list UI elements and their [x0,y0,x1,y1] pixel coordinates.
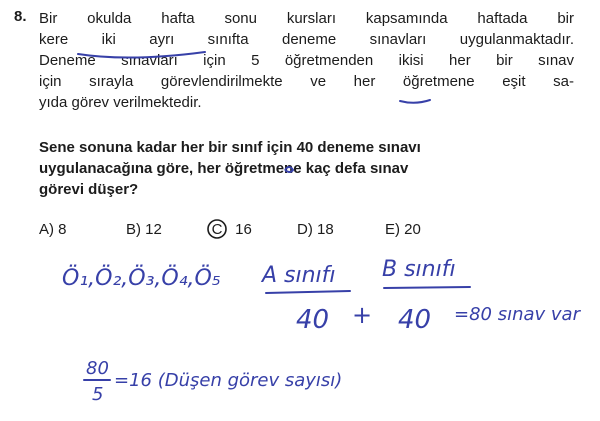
a-class-label: A sınıfı [262,263,336,288]
b-fraction-bar-icon [384,287,470,288]
choice-c-value: 16 [235,221,252,238]
choice-c-key: C [211,221,223,238]
b-class-value: 40 [398,305,432,335]
choice-d-key: D) [297,221,313,238]
choice-d-value: 18 [317,221,334,238]
question-line-1: Bir okulda hafta sonu kursları kapsamında haftada bir [39,10,574,27]
underline-equal-icon [400,100,430,103]
prompt-line-3: görevi düşer? [39,181,139,198]
choice-e-key: E) [385,221,400,238]
underline-two-classes-icon [78,52,205,58]
total-exams: =80 sınav var [454,304,580,325]
plus-sign: + [352,301,373,329]
question-number: 8. [14,8,27,25]
question-line-3: Deneme sınavları için 5 öğretmenden ikisi her bir sınav [39,52,574,69]
choice-b-value: 12 [145,221,162,238]
question-line-5: yıda görev verilmektedir. [39,94,202,111]
b-class-label: B sınıfı [382,257,456,282]
teachers-list: Ö₁,Ö₂,Ö₃,Ö₄,Ö₅ [62,266,221,291]
fraction-denominator: 5 [92,384,104,405]
question-line-4: için sırayla görevlendirilmekte ve her öğretmene eşit sa- [39,73,574,90]
choice-e-value: 20 [404,221,421,238]
prompt-line-2: uygulanacağına göre, her öğretmene kaç defa sınav [39,160,409,177]
pen-mark-icon [285,167,293,172]
fraction-numerator: 80 [86,358,109,379]
choice-a-value: 8 [58,221,67,238]
question-line-2: kere iki ayrı sınıfta deneme sınavları uygulanmaktadır. [39,31,574,48]
duty-count-result: =16 (Düşen görev sayısı) [114,370,343,391]
choice-b-key: B) [126,221,141,238]
a-fraction-bar-icon [266,291,350,293]
prompt-line-1: Sene sonuna kadar her bir sınıf için 40 deneme sınavı [39,139,421,156]
choice-a-key: A) [39,221,54,238]
a-class-value: 40 [296,305,330,335]
